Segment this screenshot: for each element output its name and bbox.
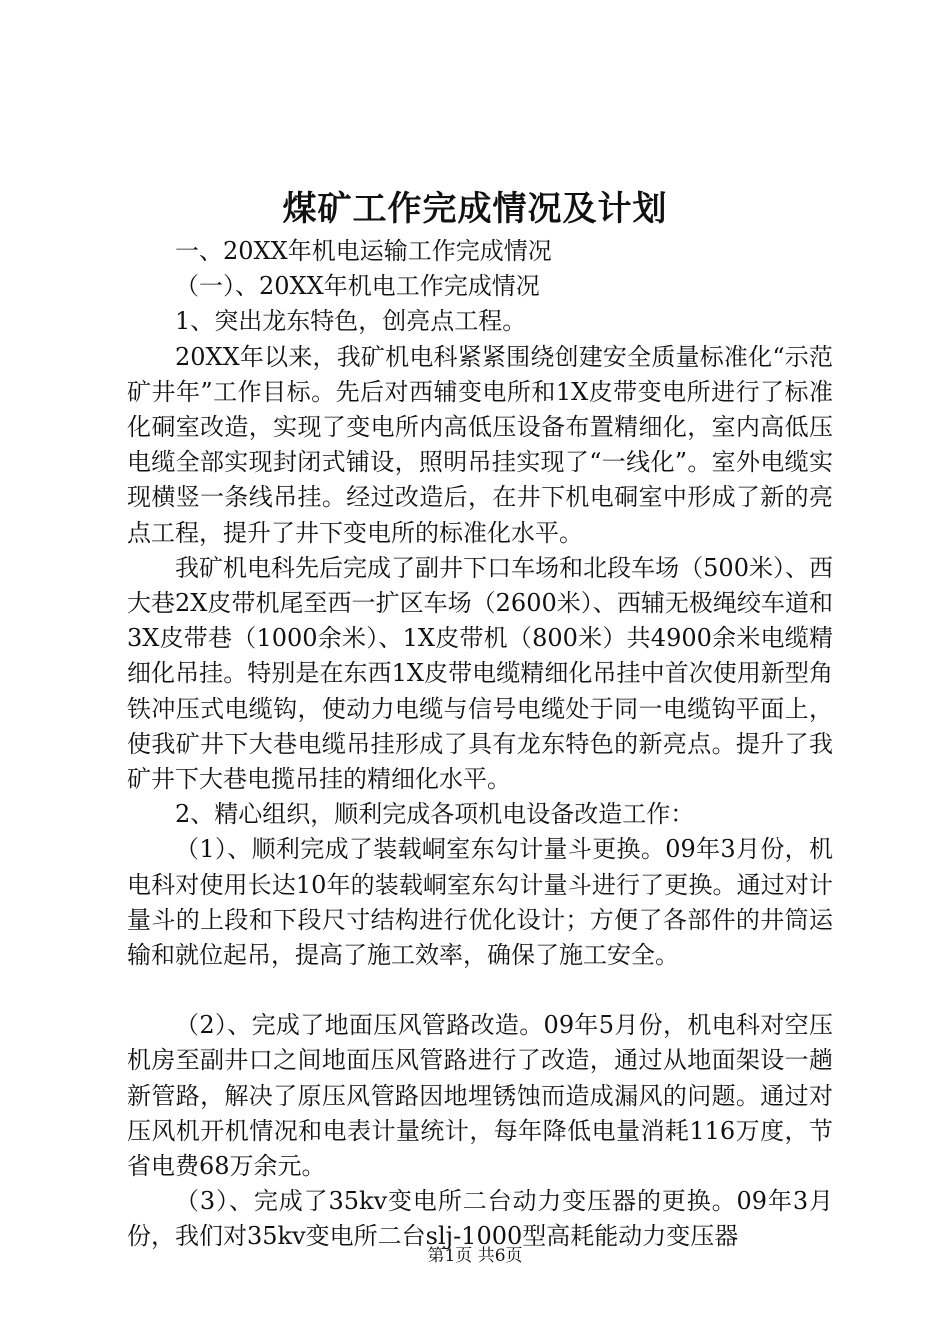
section-heading: 一、20XX年机电运输工作完成情况 [175, 237, 552, 265]
body-paragraph: （2）、完成了地面压风管路改造。09年5月份，机电科对空压机房至副井口之间地面压风管路进行了改造，通过从地面架设一趟新管路，解决了原压风管路因地埋锈蚀而造成漏风的问题。通过对压风机开机情况和电表计量统计，每年降低电量消耗116万度，节省电费68万余元。 [127, 1011, 833, 1181]
item-heading: 2、精心组织，顺利完成各项机电设备改造工作： [175, 800, 695, 829]
item-heading: 1、突出龙东特色，创亮点工程。 [175, 307, 527, 336]
body-paragraph: （3）、完成了35kv变电所二台动力变压器的更换。09年3月份，我们对35kv变电所二台slj-1000型高耗能动力变压器 [127, 1187, 833, 1251]
body-paragraph: （1）、顺利完成了装载峒室东勾计量斗更换。09年3月份，机电科对使用长达10年的装载峒室东勾计量斗进行了更换。通过对计量斗的上段和下段尺寸结构进行优化设计；方便了各部件的井筒运输和就位起吊，提高了施工效率，确保了施工安全。 [127, 835, 833, 970]
subsection-heading: （一）、20XX年机电工作完成情况 [175, 272, 540, 301]
body-paragraph: 20XX年以来，我矿机电科紧紧围绕创建安全质量标准化“示范矿井年”工作目标。先后对西辅变电所和1X皮带变电所进行了标准化硐室改造，实现了变电所内高低压设备布置精细化，室内高低压电缆全部实现封闭式铺设，照明吊挂实现了“一线化”。室外电缆实现横竖一条线吊挂。经过改造后，在井下机电硐室中形成了新的亮点工程，提升了井下变电所的标准化水平。 [127, 342, 833, 547]
body-paragraph: 我矿机电科先后完成了副井下口车场和北段车场（500米）、西大巷2X皮带机尾至西一扩区车场（2600米）、西辅无极绳绞车道和3X皮带巷（1000余米）、1X皮带机（800米）共4900余米电缆精细化吊挂。特别是在东西1X皮带电缆精细化吊挂中首次使用新型角铁冲压式电缆钩，使动力电缆与信号电缆处于同一电缆钩平面上，使我矿井下大巷电缆吊挂形成了具有龙东特色的新亮点。提升了我矿井下大巷电揽吊挂的精细化水平。 [127, 553, 833, 794]
page-number: 第1页 共6页 [427, 1246, 523, 1266]
document-body [127, 234, 833, 1255]
document-title: 煤矿工作完成情况及计划 [282, 189, 668, 229]
